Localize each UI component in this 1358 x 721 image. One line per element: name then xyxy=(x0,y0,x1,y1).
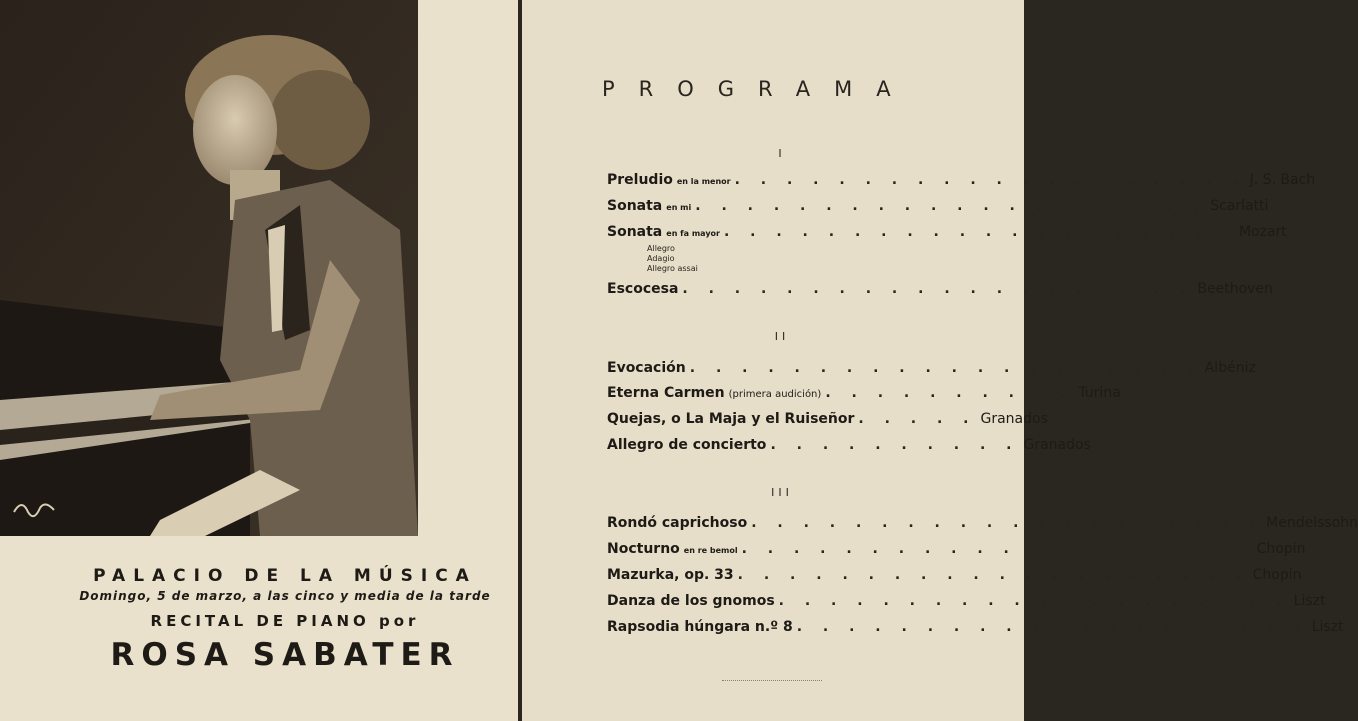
piece-title: Escocesa xyxy=(607,281,679,297)
piece-title: Sonata en mi xyxy=(607,198,692,214)
program-item xyxy=(607,515,1358,537)
leader-dots: . . . . . . . . . . xyxy=(770,437,1020,453)
composer: Granados xyxy=(980,411,1048,427)
program-item xyxy=(607,281,1273,303)
right-page xyxy=(522,0,1358,721)
pianist-photograph xyxy=(0,0,418,536)
part-numeral: II xyxy=(774,330,790,343)
piece-title: Rondó caprichoso xyxy=(607,515,748,531)
piece-title: Evocación xyxy=(607,360,686,376)
piece-title: Allegro de concierto xyxy=(607,437,767,453)
composer: Albéniz xyxy=(1204,360,1256,376)
part-numeral: I xyxy=(778,147,786,160)
movement: Adagio xyxy=(647,254,675,263)
piece-title: Eterna Carmen (primera audición) xyxy=(607,385,822,401)
date-line: Domingo, 5 de marzo, a las cinco y media de la tarde xyxy=(79,589,491,603)
program-item xyxy=(607,411,1048,433)
movement: Allegro xyxy=(647,244,675,253)
composer: Chopin xyxy=(1256,541,1306,557)
composer: Turina xyxy=(1078,385,1121,401)
page-margin xyxy=(418,0,518,536)
leader-dots: . . . . . . . . . . . . . . . . . . . . xyxy=(741,541,1253,557)
piece-title: Sonata en fa mayor xyxy=(607,224,720,240)
leader-dots: . . . . . . . . . . . . . . . . . . . . xyxy=(723,224,1235,240)
program-item xyxy=(607,224,1287,246)
program-item xyxy=(607,198,1269,220)
program-item xyxy=(607,385,1121,407)
leader-dots: . . . . . xyxy=(858,411,977,427)
leader-dots: . . . . . . . . . . . . . . . . . . . . xyxy=(695,198,1207,214)
piece-title: Rapsodia húngara n.º 8 xyxy=(607,619,793,635)
program-item xyxy=(607,593,1326,615)
leader-dots: . . . . . . . . . . . . . . . . . . . . xyxy=(734,172,1246,188)
program-item xyxy=(607,172,1316,194)
venue-title: PALACIO DE LA MÚSICA xyxy=(93,566,477,586)
composer: Granados xyxy=(1023,437,1091,453)
composer: Liszt xyxy=(1293,593,1326,609)
leader-dots: . . . . . . . . . . . . . . . . . . . . xyxy=(689,360,1201,376)
composer: Beethoven xyxy=(1197,281,1273,297)
program-item xyxy=(607,567,1302,589)
program-title: PROGRAMA xyxy=(602,77,915,101)
leader-dots: . . . . . . . . . . . . . . . . . . . . xyxy=(778,593,1290,609)
performer-name: ROSA SABATER xyxy=(110,637,460,673)
piece-title: Nocturno en re bemol xyxy=(607,541,738,557)
left-page xyxy=(0,0,518,721)
composer: Chopin xyxy=(1252,567,1302,583)
program-item xyxy=(607,619,1344,641)
piece-title: Quejas, o La Maja y el Ruiseñor xyxy=(607,411,855,427)
recital-line: RECITAL DE PIANO por xyxy=(150,612,420,630)
composer: J. S. Bach xyxy=(1249,172,1316,188)
composer: Liszt xyxy=(1311,619,1344,635)
composer: Scarlatti xyxy=(1210,198,1269,214)
leader-dots: . . . . . . . . . . xyxy=(825,385,1075,401)
program-item xyxy=(607,437,1091,459)
composer: Mozart xyxy=(1238,224,1287,240)
program-item xyxy=(607,360,1256,382)
printer-mark xyxy=(722,680,822,685)
program-item xyxy=(607,541,1306,563)
piece-title: Preludio en la menor xyxy=(607,172,731,188)
leader-dots: . . . . . . . . . . . . . . . . . . . . xyxy=(682,281,1194,297)
part-numeral: III xyxy=(771,486,793,499)
composer: Mendelssohn xyxy=(1266,515,1358,531)
leader-dots: . . . . . . . . . . . . . . . . . . . . xyxy=(796,619,1308,635)
piece-title: Danza de los gnomos xyxy=(607,593,775,609)
leader-dots: . . . . . . . . . . . . . . . . . . . . xyxy=(751,515,1263,531)
movement: Allegro assai xyxy=(647,264,698,273)
piece-title: Mazurka, op. 33 xyxy=(607,567,734,583)
leader-dots: . . . . . . . . . . . . . . . . . . . . xyxy=(737,567,1249,583)
